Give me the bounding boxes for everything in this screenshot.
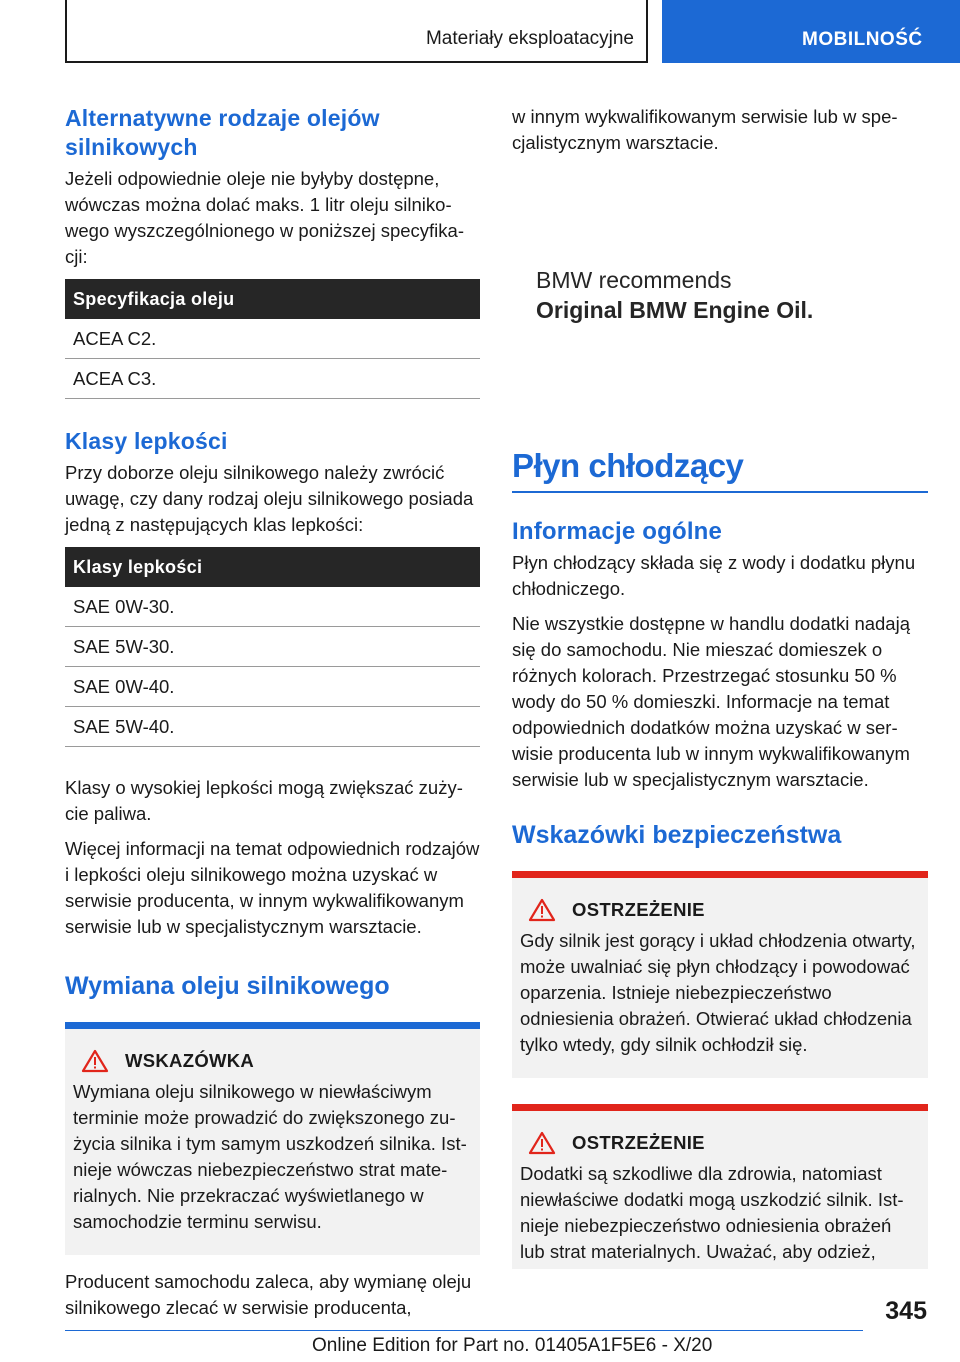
warning-text: Dodatki są szkodliwe dla zdrowia, natomiast niewłaściwe dodatki mogą uszkodzić silnik. Istnieje niebezpieczeństwo odniesienia obrażeń lub strat materialnych. Uważać, aby odzież, <box>520 1163 904 1262</box>
warning-triangle-icon <box>81 1049 109 1073</box>
table-row <box>65 587 480 627</box>
warning-text: Gdy silnik jest gorący i układ chłodzenia otwarty, może uwalniać się płyn chłodzący i powodować oparzenia. Istnieje niebezpieczeństwo odniesienia obrażeń. Otwierać układ chłodzenia tylko wtedy, gdy silnik ochłodził się. <box>520 930 916 1055</box>
footer-divider <box>65 1330 863 1331</box>
page-header <box>0 0 960 66</box>
viscosity-table <box>65 547 480 747</box>
notice-text: Wymiana oleju silnikowego w niewłaściwym terminie może prowadzić do zwiększonego zużycia silnika i tym samym uszkodzeń silnika. Istnieje wówczas niebezpieczeństwo strat materialnych. Nie przekraczać wyświetlanego w samochodzie terminu serwisu. <box>73 1081 467 1232</box>
coolant-general-heading: Informacje ogólne <box>512 518 723 545</box>
table-row <box>65 319 480 359</box>
page-number: 345 <box>885 1297 927 1325</box>
alt-oils-text: Jeżeli odpowiednie oleje nie byłyby dostępne, wówczas można dolać maks. 1 litr oleju silnikowego wyszczególnionego w poniższej specyfikacji: <box>65 168 464 267</box>
warning-title: OSTRZEŻENIE <box>572 899 705 920</box>
table-cell: ACEA C3. <box>65 359 480 399</box>
viscosity-heading: Klasy lepkości <box>65 428 228 454</box>
viscosity-text: Przy doborze oleju silnikowego należy zwrócić uwagę, czy dany rodzaj oleju silnikowego posiada jedną z następujących klas lepkości: <box>65 462 474 535</box>
table-cell: ACEA C2. <box>65 319 480 359</box>
coolant-p1: Płyn chłodzący składa się z wody i dodatku płynu chłodniczego. <box>512 552 916 599</box>
table-row <box>65 667 480 707</box>
header-section-box <box>65 0 648 63</box>
table-cell: SAE 5W-40. <box>65 707 480 747</box>
safety-heading: Wskazówki bezpieczeństwa <box>512 821 842 849</box>
bmw-rec-line1: BMW recommends <box>536 267 732 293</box>
warning-triangle-icon <box>528 898 556 922</box>
coolant-title: Płyn chłodzący <box>512 445 928 493</box>
table-row <box>65 627 480 667</box>
viscosity-note-1: Klasy o wysokiej lepkości mogą zwiększać zużycie paliwa. <box>65 777 463 824</box>
oil-change-text: Producent samochodu zaleca, aby wymianę oleju silnikowego zlecać w serwisie producenta, <box>65 1271 472 1318</box>
coolant-warning-1 <box>512 871 928 1078</box>
coolant-p2: Nie wszystkie dostępne w handlu dodatki nadają się do samochodu. Nie mieszać domieszek o różnych kolorach. Przestrzegać stosunku 50 % wody do 50 % domieszki. Informacje na temat odpowiednich dodatków można uzyskać w serwisie producenta lub w innym wykwalifikowanym serwisie lub w specjalistycznym warsztacie. <box>512 613 910 790</box>
table-cell: SAE 0W-40. <box>65 667 480 707</box>
oil-spec-table <box>65 279 480 399</box>
right-column <box>512 104 928 1283</box>
bmw-recommendation-logo <box>512 165 928 445</box>
footer-edition: Online Edition for Part no. 01405A1F5E6 - X/20 <box>312 1335 713 1356</box>
table-row <box>65 707 480 747</box>
oil-change-heading: Wymiana oleju silnikowego <box>65 972 390 1000</box>
viscosity-table-header: Klasy lepkości <box>65 547 480 587</box>
notice-title: WSKAZÓWKA <box>125 1050 255 1071</box>
table-cell: SAE 0W-30. <box>65 587 480 627</box>
continued-text: w innym wykwalifikowanym serwisie lub w specjalistycznym warsztacie. <box>512 106 898 153</box>
oil-spec-header: Specyfikacja oleju <box>65 279 480 319</box>
warning-triangle-icon <box>528 1131 556 1155</box>
oil-change-notice <box>65 1022 480 1255</box>
bmw-rec-line2: Original BMW Engine Oil. <box>536 297 814 323</box>
table-cell: SAE 5W-30. <box>65 627 480 667</box>
viscosity-note-2: Więcej informacji na temat odpowiednich rodzajów i lepkości oleju silnikowego można uzyskać w serwisie producenta, w innym wykwalifikowanym serwisie lub w specjalistycznym warsztacie. <box>65 838 480 937</box>
header-chapter-tab[interactable] <box>662 0 960 63</box>
left-column <box>65 104 480 1330</box>
header-section-title: Materiały eksploatacyjne <box>425 28 634 49</box>
warning-title: OSTRZEŻENIE <box>572 1132 705 1153</box>
header-chapter-label: MOBILNOŚĆ <box>802 29 923 50</box>
coolant-warning-2 <box>512 1104 928 1269</box>
alt-oils-heading: Alternatywne rodzaje olejów silnikowych <box>65 105 380 160</box>
table-row <box>65 359 480 399</box>
